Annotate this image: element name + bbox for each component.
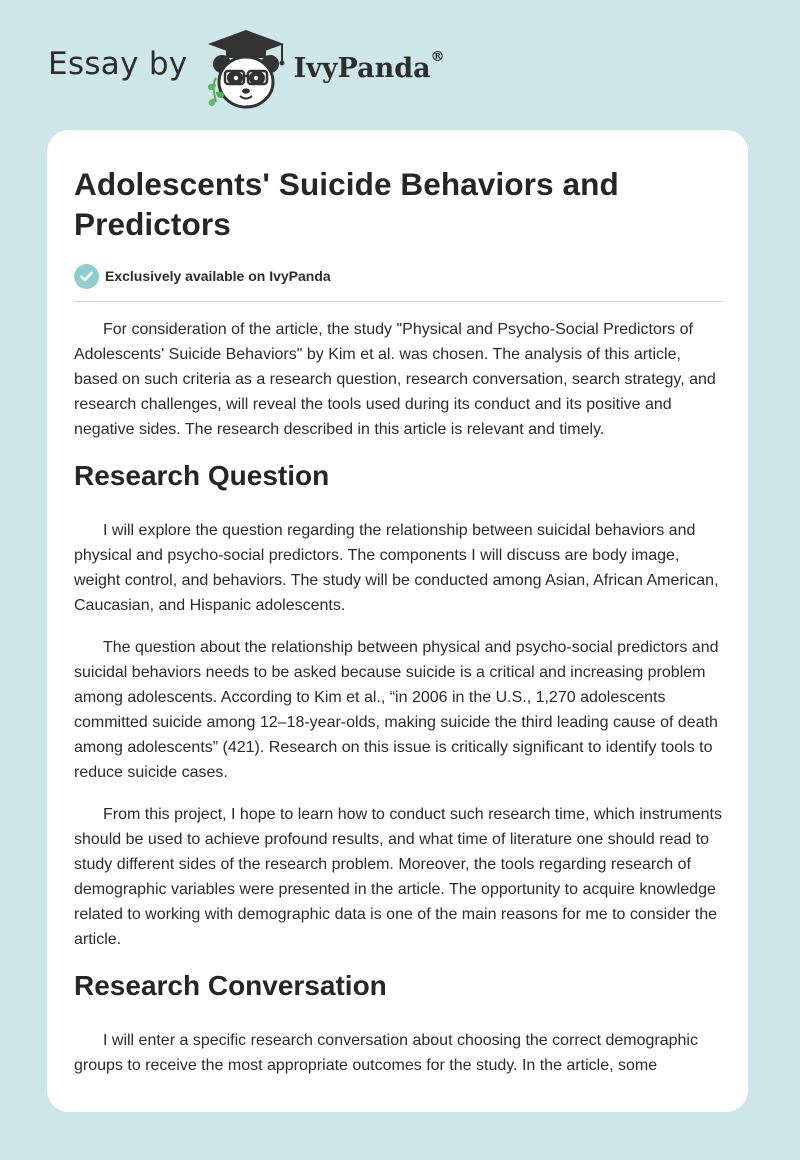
paragraph: The question about the relationship between physical and psycho-social predictors and suicidal behaviors needs to be asked because suicide is a critical and increasing problem among adolescents. According to Kim et al., “in 2006 in the U.S., 1,270 adolescents committed suicide among 12–18-year-olds, making suicide the third leading cause of death among adolescents” (421). Research on this issue is critically significant to identify tools to reduce suicide cases. <box>74 639 719 781</box>
site-header <box>48 28 445 112</box>
article-title: Adolescents' Suicide Behaviors and Predictors <box>74 166 619 242</box>
essay-by-label: Essay by <box>48 46 188 82</box>
article-content <box>74 164 724 1095</box>
paragraph: I will enter a specific research conversation about choosing the correct demographic groups to receive the most appropriate outcomes for the study. In the article, some <box>74 1032 698 1074</box>
paragraph: From this project, I hope to learn how to conduct such research time, which instruments should be used to achieve profound results, and what time of literature one should read to study different sides of the research problem. Moreover, the tools regarding research of demographic variables were presented in the article. The opportunity to acquire knowledge related to working with demographic data is one of the main reasons for me to consider the article. <box>74 806 722 948</box>
article-card <box>47 130 748 1112</box>
brand-name: IvyPanda® <box>293 48 445 84</box>
section-heading-research-conversation: Research Conversation <box>74 970 387 1001</box>
article-body <box>74 317 724 1078</box>
intro-paragraph: For consideration of the article, the study "Physical and Psycho-Social Predictors of Adolescents' Suicide Behaviors" by Kim et al. was chosen. The analysis of this article, based on such criteria as a research question, research conversation, search strategy, and research challenges, will reveal the tools used during its conduct and its positive and negative sides. The research described in this article is relevant and timely. <box>74 321 716 438</box>
panda-logo-icon[interactable] <box>202 28 290 112</box>
section-heading-research-question: Research Question <box>74 460 330 491</box>
exclusive-text: Exclusively available on IvyPanda <box>105 268 331 284</box>
divider <box>74 301 723 302</box>
exclusive-badge <box>74 263 724 289</box>
registered-mark: ® <box>430 48 445 65</box>
check-icon <box>74 264 99 289</box>
paragraph: I will explore the question regarding the relationship between suicidal behaviors and physical and psycho-social predictors. The components I will discuss are body image, weight control, and behaviors. The study will be conducted among Asian, African American, Caucasian, and Hispanic adolescents. <box>74 522 719 614</box>
